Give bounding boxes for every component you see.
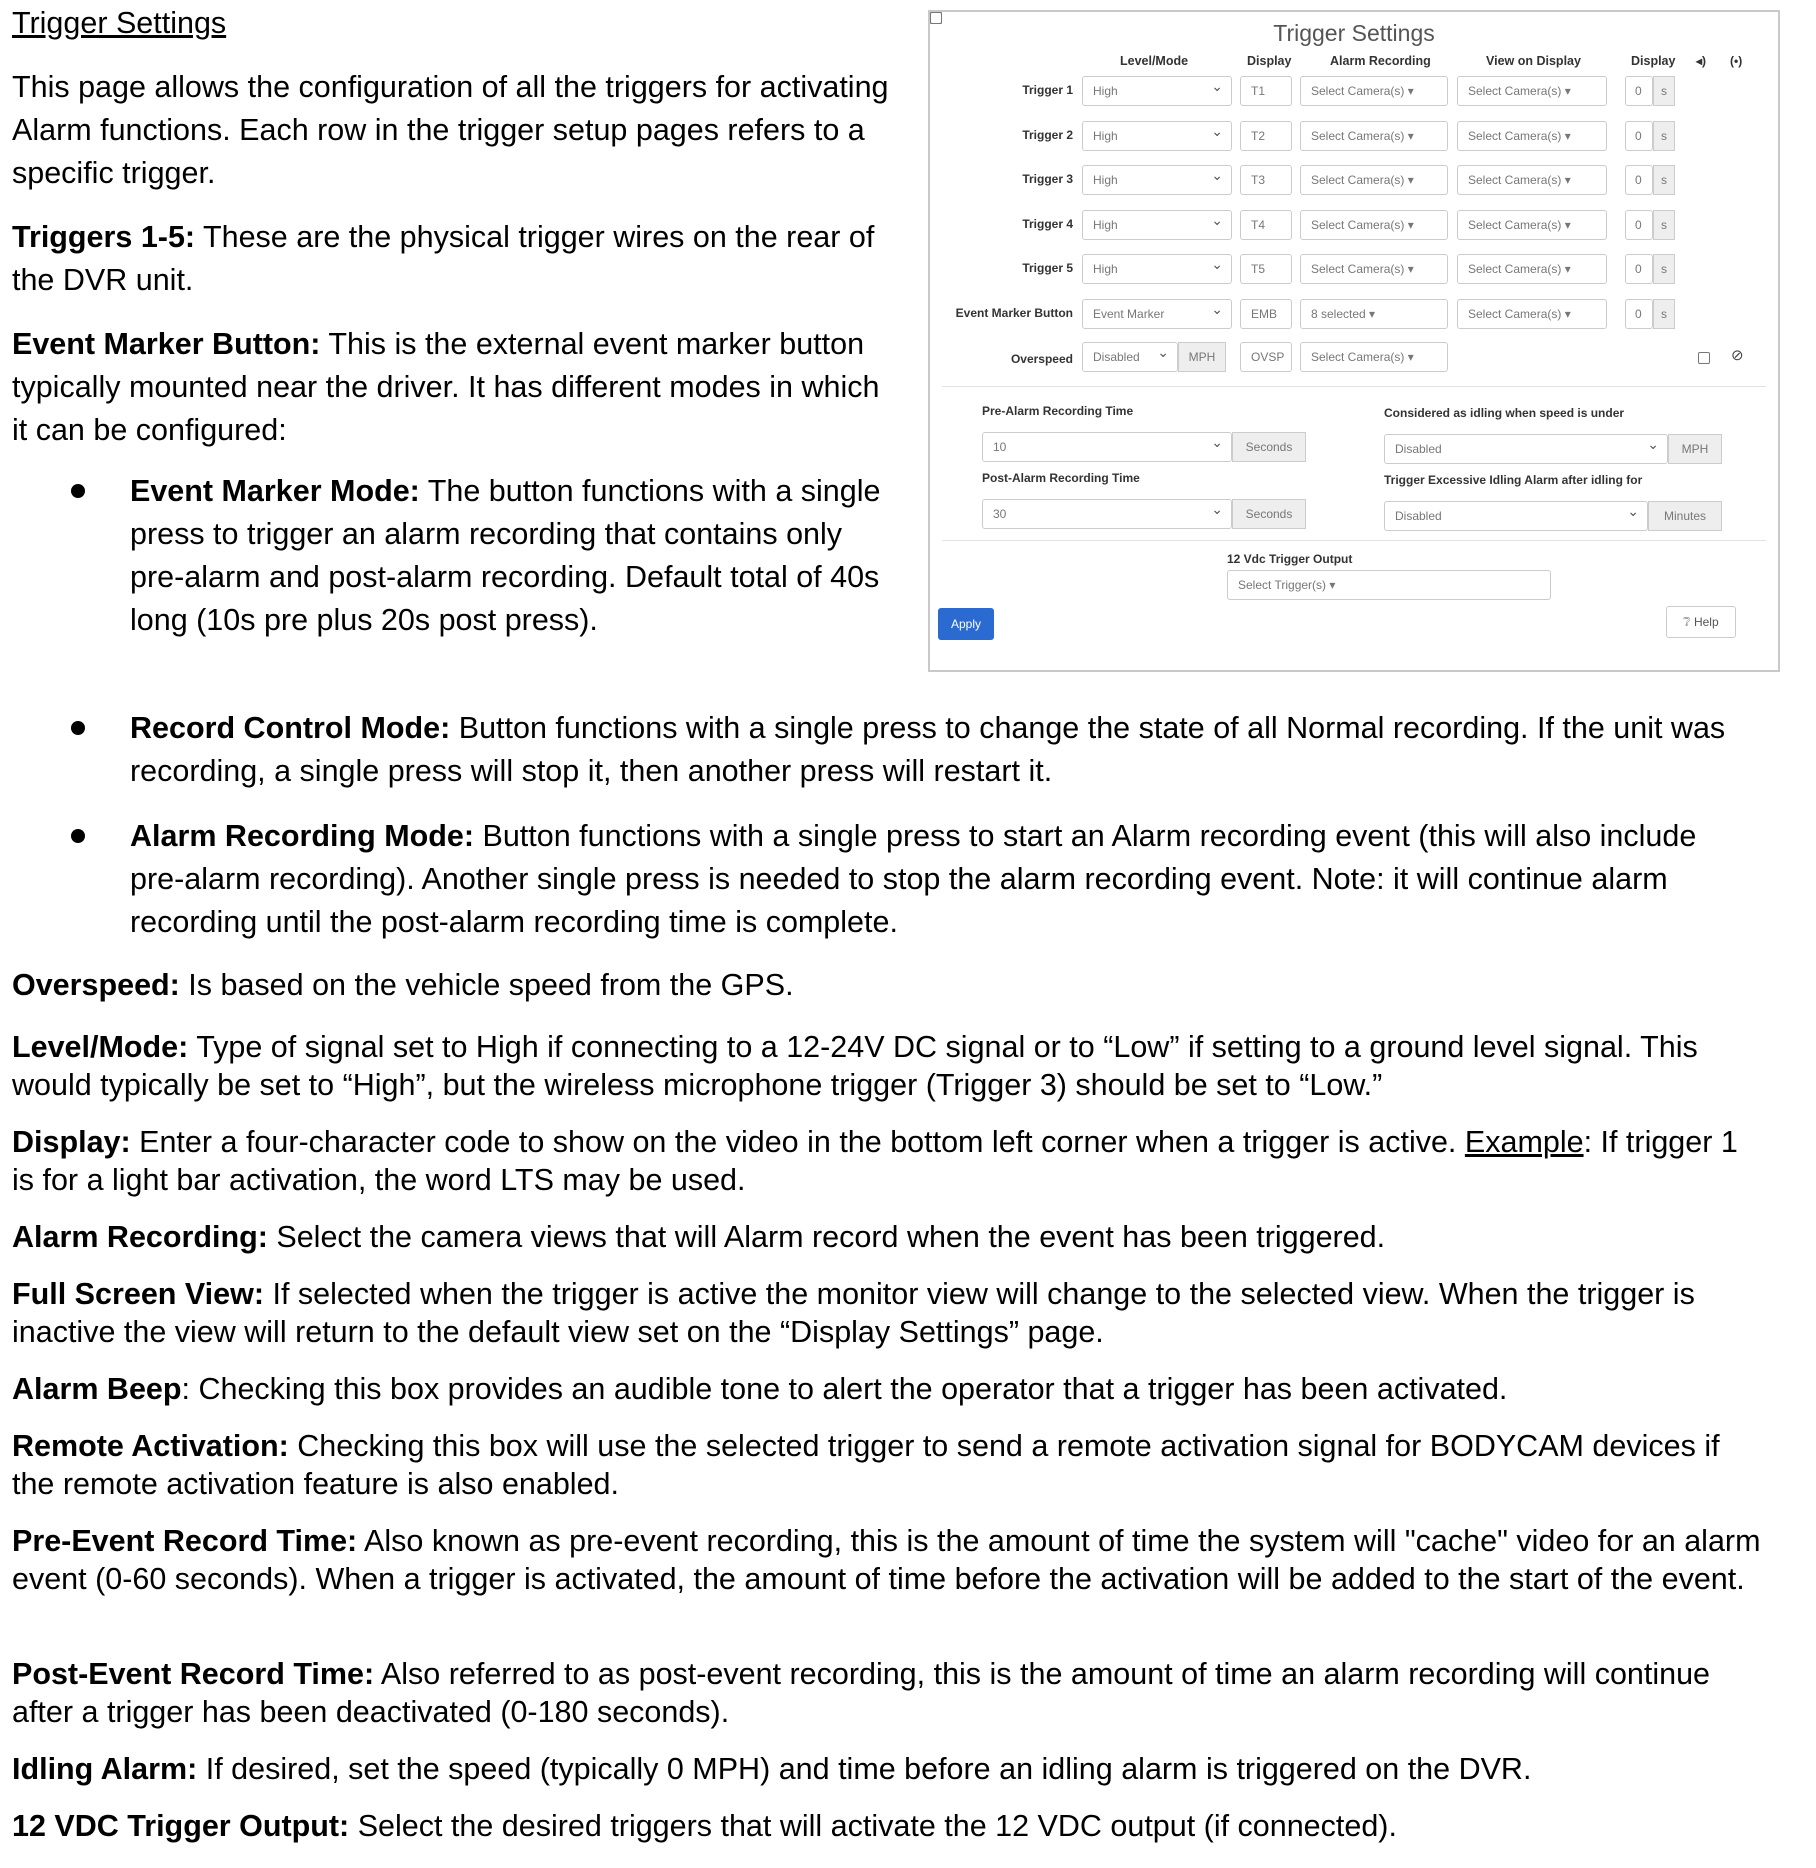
post-event-term: Post-Event Record Time: (12, 1657, 375, 1691)
display-text-2: : If trigger 1 is for a light bar activation, the word LTS may be used. (12, 1125, 1738, 1197)
post-alarm-label: Post-Alarm Recording Time (982, 471, 1140, 485)
trigger-output-select[interactable]: Select Trigger(s) ▾ (1227, 570, 1551, 600)
idle-speed-unit: MPH (1668, 434, 1722, 464)
bullet-dot (71, 721, 85, 735)
mode2-item (130, 707, 1790, 793)
display-code-input[interactable]: T3 (1240, 165, 1292, 195)
display-seconds-input[interactable]: 0 (1625, 121, 1653, 151)
full-screen-paragraph (12, 1275, 1732, 1351)
view-on-display-select[interactable]: Select Camera(s) ▾ (1457, 121, 1607, 151)
trigger-row-label: Trigger 4 (1022, 216, 1073, 231)
display-seconds-unit: s (1653, 299, 1675, 329)
trigger-row-label: Trigger 3 (1022, 172, 1073, 186)
display-term: Display: (12, 1125, 131, 1159)
bullet-dot (71, 829, 85, 843)
header-level-mode: Level/Mode (1120, 54, 1189, 68)
alarm-recording-select[interactable]: Select Camera(s) ▾ (1300, 210, 1448, 240)
remote-activation-icon: (•) (1730, 54, 1743, 68)
full-screen-text: If selected when the trigger is active the monitor view will change to the selected view. When the trigger is inactive the view will return to the default view set on the “Display Settings” page. (12, 1277, 1695, 1349)
alarm-beep-paragraph (12, 1370, 1792, 1408)
intro-text: This page allows the configuration of all the triggers for activating Alarm functions. Each row in the trigger setup pages refers to a specific trigger. (12, 70, 889, 190)
display-seconds-unit: s (1653, 210, 1675, 240)
remote-activation-term: Remote Activation: (12, 1429, 289, 1463)
idling-alarm-text: If desired, set the speed (typically 0 MPH) and time before an idling alarm is triggered on the DVR. (197, 1752, 1532, 1786)
display-text: Enter a four-character code to show on the video in the bottom left corner when a trigger is active. (130, 1125, 1465, 1159)
display-seconds-input[interactable]: 0 (1625, 76, 1653, 106)
divider (942, 540, 1766, 541)
remote-activation-text: Checking this box will use the selected trigger to send a remote activation signal for BODYCAM devices if the remote activation feature is also enabled. (12, 1429, 1720, 1501)
idling-alarm-term: Idling Alarm: (12, 1752, 198, 1786)
alarm-recording-paragraph (12, 1218, 1792, 1256)
trigger-row-label: Trigger 1 (1022, 83, 1073, 97)
bullet-dot (71, 484, 85, 498)
display-seconds-unit: s (1653, 165, 1675, 195)
alarm-recording-text: Select the camera views that will Alarm record when the event has been triggered. (267, 1220, 1386, 1254)
pre-alarm-label: Pre-Alarm Recording Time (982, 404, 1134, 418)
remote-activation-paragraph (12, 1427, 1732, 1503)
display-seconds-input[interactable]: 0 (1625, 210, 1653, 240)
remote-activation-checkbox[interactable] (930, 12, 942, 24)
level-mode-select[interactable]: High ⌄ (1082, 76, 1232, 106)
help-label: Help (1693, 615, 1719, 629)
mode1-text: The button functions with a single press to trigger an alarm recording that contains only pre-alarm and post-alarm recording. Default total of 40s long (10s pre plus 20s post press). (130, 474, 881, 637)
display-code-input[interactable]: T1 (1240, 76, 1292, 106)
emb-paragraph (12, 323, 892, 452)
trigger-output-label: 12 Vdc Trigger Output (1227, 552, 1353, 566)
mode1-term: Event Marker Mode: (130, 474, 420, 508)
header-display: Display (1247, 54, 1292, 68)
display-code-input[interactable]: EMB (1240, 299, 1292, 329)
trigger-row-label: Trigger 5 (1022, 261, 1073, 275)
level-mode-select[interactable]: High ⌄ (1082, 165, 1232, 195)
idle-speed-select[interactable]: Disabled ⌄ (1384, 434, 1668, 464)
level-mode-select[interactable]: High ⌄ (1082, 210, 1232, 240)
speaker-icon: ◂) (1696, 54, 1707, 68)
alarm-recording-select[interactable]: 8 selected ▾ (1300, 299, 1448, 329)
level-term: Level/Mode: (12, 1030, 189, 1064)
apply-button[interactable]: Apply (938, 608, 994, 640)
header-display-2: Display (1631, 54, 1676, 68)
post-alarm-unit: Seconds (1232, 499, 1306, 529)
level-mode-select[interactable]: High ⌄ (1082, 121, 1232, 151)
trigger-row-label: Trigger 2 (1022, 127, 1073, 142)
post-event-paragraph (12, 1655, 1732, 1731)
alarm-recording-select[interactable]: Select Camera(s) ▾ (1300, 254, 1448, 284)
view-on-display-select[interactable]: Select Camera(s) ▾ (1457, 254, 1607, 284)
trigger-settings-screenshot (928, 10, 1780, 672)
alarm-beep-term: Alarm Beep (12, 1372, 182, 1406)
overspeed-level-select[interactable]: Disabled ⌄ (1082, 342, 1178, 372)
pre-event-text: Also known as pre-event recording, this is the amount of time the system will "cache" video for an alarm event (0-60 seconds). When a trigger is activated, the amount of time before the activation will be added to the start of the event. (12, 1524, 1761, 1596)
disabled-icon: ⊘ (1731, 347, 1744, 364)
triggers-paragraph (12, 216, 892, 302)
header-view-on-display: View on Display (1486, 54, 1581, 68)
idle-time-select[interactable]: Disabled ⌄ (1384, 501, 1648, 531)
mode2-term: Record Control Mode: (130, 711, 451, 745)
overspeed-unit: MPH (1178, 342, 1226, 372)
pre-alarm-select[interactable]: 10 ⌄ (982, 432, 1232, 462)
level-mode-select[interactable]: High ⌄ (1082, 254, 1232, 284)
mode3-term: Alarm Recording Mode: (130, 819, 475, 853)
display-seconds-unit: s (1653, 76, 1675, 106)
idle-time-label: Trigger Excessive Idling Alarm after idling for (1384, 473, 1643, 487)
pre-alarm-unit: Seconds (1232, 432, 1306, 462)
alarm-recording-select[interactable]: Select Camera(s) ▾ (1300, 165, 1448, 195)
display-code-input[interactable]: T4 (1240, 210, 1292, 240)
alarm-recording-term: Alarm Recording: (12, 1220, 268, 1254)
idle-speed-label: Considered as idling when speed is under (1384, 406, 1625, 420)
header-alarm-recording: Alarm Recording (1330, 54, 1431, 68)
display-seconds-input[interactable]: 0 (1625, 254, 1653, 284)
page-heading: Trigger Settings (12, 6, 227, 40)
mode1-item (130, 470, 890, 642)
display-seconds-input[interactable]: 0 (1625, 165, 1653, 195)
mode3-text: Button functions with a single press to start an Alarm recording event (this will also include pre-alarm recording). Another single press is needed to stop the alarm recording event. Note: it will continue alarm recording until the post-alarm recording time is complete. (130, 819, 1697, 939)
view-on-display-select[interactable]: Select Camera(s) ▾ (1457, 76, 1607, 106)
overspeed-paragraph (12, 966, 1792, 1004)
overspeed-text: Is based on the vehicle speed from the GPS. (179, 968, 794, 1002)
help-button[interactable] (1666, 606, 1736, 638)
alarm-beep-text: : Checking this box provides an audible tone to alert the operator that a trigger has been activated. (181, 1372, 1508, 1406)
post-alarm-select[interactable]: 30 ⌄ (982, 499, 1232, 529)
trigger-output-text: Select the desired triggers that will activate the 12 VDC output (if connected). (349, 1809, 1397, 1843)
trigger-row-label: Event Marker Button (955, 305, 1073, 320)
overspeed-code-input[interactable]: OVSP (1240, 342, 1292, 372)
view-on-display-select[interactable]: Select Camera(s) ▾ (1457, 299, 1607, 329)
panel-title: Trigger Settings (1273, 20, 1435, 46)
emb-text: This is the external event marker button typically mounted near the driver. It has different modes in which it can be configured: (12, 327, 880, 447)
overspeed-beep-checkbox[interactable] (1698, 352, 1710, 364)
mode2-text: Button functions with a single press to change the state of all Normal recording. If the unit was recording, a single press will stop it, then another press will restart it. (130, 711, 1726, 788)
triggers-text: These are the physical trigger wires on the rear of the DVR unit. (12, 220, 875, 297)
display-code-input[interactable]: T5 (1240, 254, 1292, 284)
post-event-text: Also referred to as post-event recording, this is the amount of time an alarm recording will continue after a trigger has been deactivated (0-180 seconds). (12, 1657, 1711, 1729)
level-text: Type of signal set to High if connecting to a 12-24V DC signal or to “Low” if setting to a ground level signal. This would typically be set to “High”, but the wireless microphone trigger (Trigger 3) should be set to “Low.” (12, 1030, 1698, 1102)
divider (942, 386, 1766, 387)
display-paragraph (12, 1123, 1762, 1199)
idling-alarm-paragraph (12, 1750, 1792, 1788)
alarm-recording-select[interactable]: Select Camera(s) ▾ (1300, 76, 1448, 106)
alarm-recording-select[interactable]: Select Camera(s) ▾ (1300, 121, 1448, 151)
display-seconds-unit: s (1653, 121, 1675, 151)
pre-event-term: Pre-Event Record Time: (12, 1524, 358, 1558)
display-seconds-input[interactable]: 0 (1625, 299, 1653, 329)
full-screen-term: Full Screen View: (12, 1277, 264, 1311)
view-on-display-select[interactable]: Select Camera(s) ▾ (1457, 165, 1607, 195)
trigger-output-term: 12 VDC Trigger Output: (12, 1809, 350, 1843)
view-on-display-select[interactable]: Select Camera(s) ▾ (1457, 210, 1607, 240)
display-code-input[interactable]: T2 (1240, 121, 1292, 151)
pre-event-paragraph (12, 1522, 1772, 1598)
idle-time-unit: Minutes (1648, 501, 1722, 531)
overspeed-label: Overspeed (1010, 352, 1073, 366)
triggers-term: Triggers 1-5: (12, 220, 196, 254)
help-icon: ❔︎ (1683, 615, 1691, 629)
display-seconds-unit: s (1653, 254, 1675, 284)
level-mode-select[interactable]: Event Marker ⌄ (1082, 299, 1232, 329)
display-example: Example (1464, 1125, 1584, 1159)
mode3-item (130, 815, 1730, 944)
overspeed-term: Overspeed: (12, 968, 180, 1002)
trigger-output-paragraph (12, 1807, 1792, 1845)
emb-term: Event Marker Button: (12, 327, 321, 361)
intro-paragraph (12, 66, 892, 195)
level-paragraph (12, 1028, 1782, 1104)
overspeed-alarm-select[interactable]: Select Camera(s) ▾ (1300, 342, 1448, 372)
